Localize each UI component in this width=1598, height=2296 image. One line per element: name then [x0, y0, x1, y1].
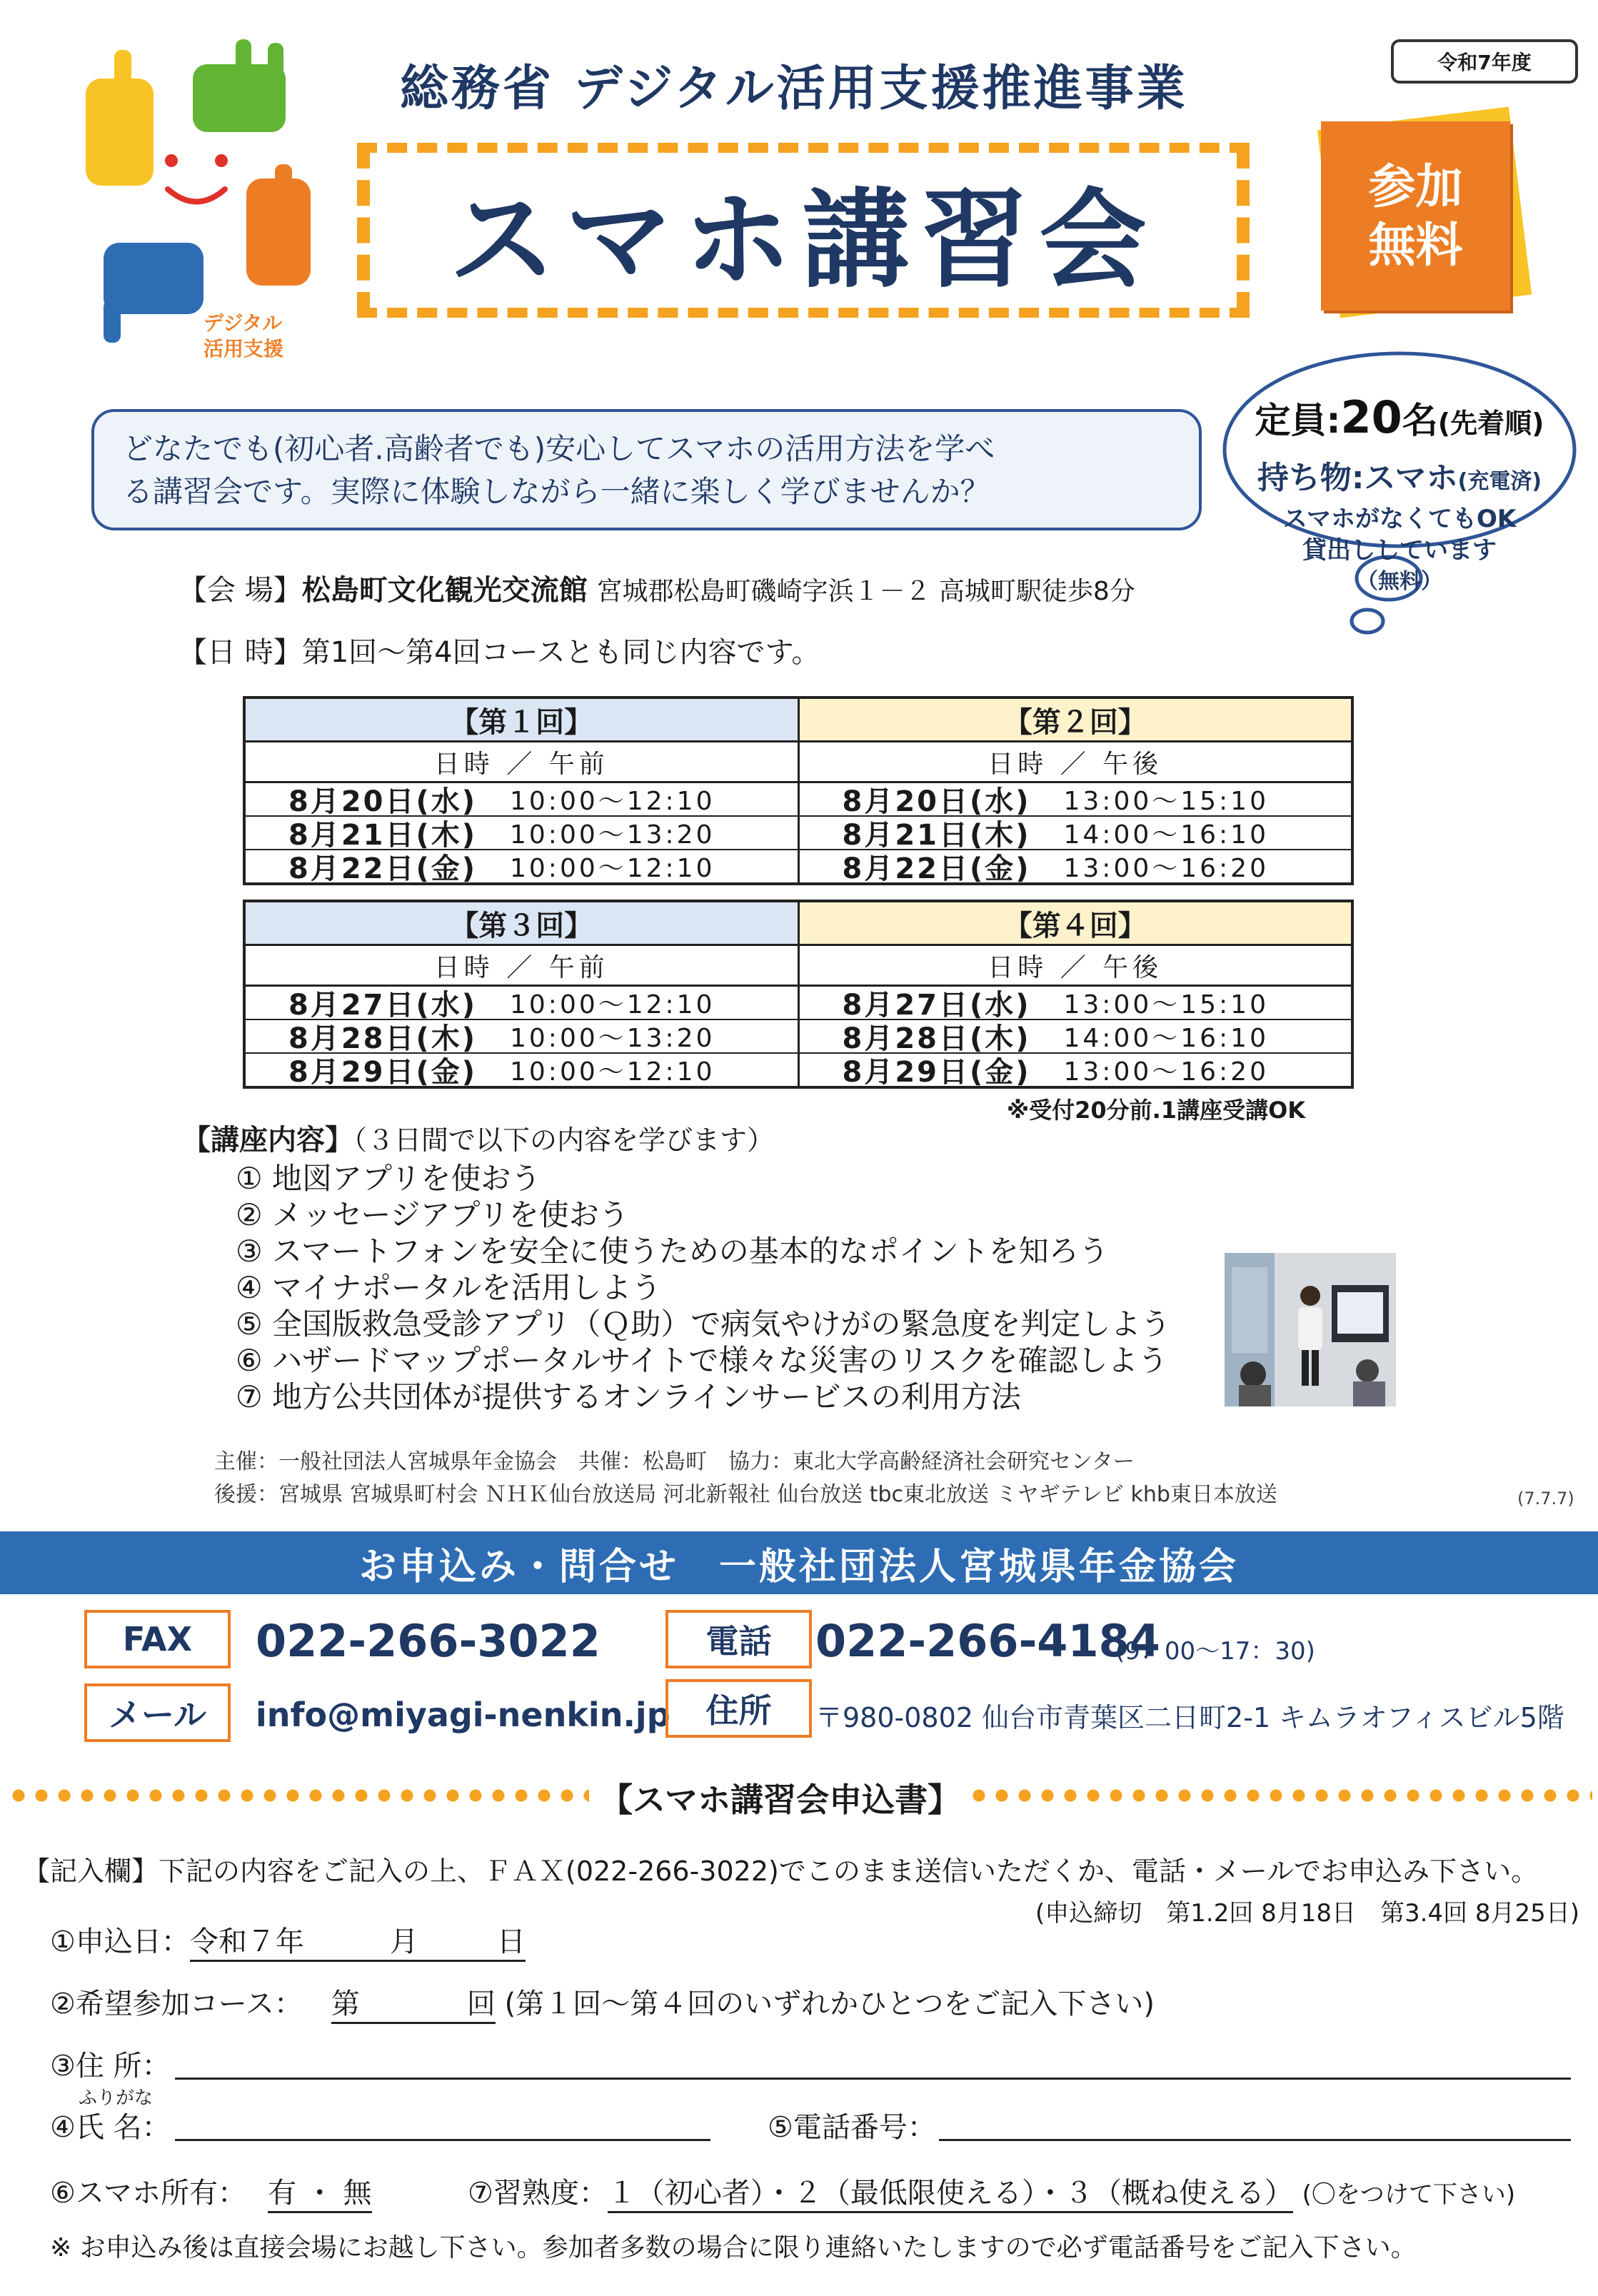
list-item: ⑥ ハザードマップポータルサイトで様々な災害のリスクを確認しよう [236, 1343, 1168, 1378]
field-label: ③住 所： [50, 2050, 171, 2083]
course-subtitle: 日時 ／ 午後 [800, 946, 1352, 987]
datetime-label: 【日 時】 [179, 636, 302, 669]
schedule-date: 8月27日(水) [842, 989, 1031, 1022]
revision-code: (7.7.7) [1517, 1489, 1574, 1509]
skill-note: (〇をつけて下さい) [1302, 2180, 1516, 2209]
rental-note: （無料） [1357, 569, 1442, 594]
schedule-table [243, 696, 1354, 885]
list-item: ⑤ 全国版救急受診アプリ（Ｑ助）で病気やけがの緊急度を判定しよう [236, 1306, 1171, 1341]
rental-note: スマホがなくてもOK [1282, 505, 1517, 533]
schedule-date: 8月28日(木) [288, 1022, 478, 1055]
dotted-separator [968, 1787, 1592, 1804]
venue-name: 松島町文化観光交流館 [301, 574, 588, 607]
list-item: ① 地図アプリを使おう [236, 1161, 541, 1196]
schedule-column [246, 902, 800, 1089]
schedule-row [800, 817, 1352, 850]
schedule-date: 8月21日(木) [842, 819, 1031, 852]
organization-title: 総務省 デジタル活用支援推進事業 [400, 61, 1188, 117]
digital-support-logo [86, 36, 314, 364]
rental-note: 貸出ししています [1302, 536, 1497, 565]
schedule-time: 13:00～16:20 [1063, 1057, 1269, 1087]
schedule-column [246, 699, 800, 885]
schedule-time: 14:00～16:10 [1063, 1024, 1269, 1053]
list-item: ② メッセージアプリを使おう [236, 1197, 629, 1232]
page-title: スマホ講習会 [448, 178, 1158, 303]
free-badge-line: 参加 [1368, 158, 1463, 214]
address-label: 住所 [665, 1679, 812, 1738]
datetime-text: 第1回～第4回コースとも同じ内容です。 [301, 636, 820, 669]
schedule-time: 10:00～12:10 [510, 854, 715, 883]
course-suffix: 回 [466, 1988, 496, 2020]
course-title: 【第３回】 [246, 902, 798, 946]
schedule-row [246, 817, 798, 850]
schedule-row [800, 1054, 1352, 1089]
tel-hours: (9：00～17：30) [1115, 1637, 1315, 1666]
schedule-time: 10:00～12:10 [510, 1057, 715, 1087]
application-date-field[interactable] [190, 1919, 526, 1962]
contents-title: 【講座内容】 [182, 1124, 353, 1157]
application-date-row [50, 1919, 526, 1962]
credit-line: 主催：一般社団法人宮城県年金協会 共催：松島町 協力：東北大学高齢経済社会研究センター [214, 1449, 1135, 1474]
field-label: ④氏 名： [50, 2111, 171, 2144]
credit-line: 後援：宮城県 宮城県町村会 ＮＨＫ仙台放送局 河北新報社 仙台放送 tbc東北放送 ミヤギテレビ khb東日本放送 [214, 1482, 1277, 1507]
field-label: ⑦習熟度： [468, 2177, 608, 2210]
bring-label: 持ち物:スマホ [1257, 460, 1458, 496]
schedule-date: 8月29日(金) [842, 1056, 1031, 1089]
contact-bar: お申込み・問合せ 一般社団法人宮城県年金協会 [0, 1531, 1598, 1594]
schedule-date: 8月20日(水) [842, 785, 1031, 818]
schedule-date: 8月22日(金) [288, 852, 478, 885]
intro-box [91, 409, 1202, 530]
form-notice: ※ お申込み後は直接会場にお越し下さい。参加者多数の場合に限り連絡いたしますので必ず電話番号をご記入下さい。 [50, 2233, 1417, 2262]
intro-line: る講習会です。実際に体験しながら一緒に楽しく学びませんか？ [123, 474, 990, 509]
phone-field[interactable] [939, 2132, 1571, 2141]
schedule-date: 8月21日(木) [288, 819, 478, 852]
course-row [50, 1981, 1155, 2024]
course-field[interactable] [331, 1981, 496, 2024]
capacity-label: 定員: [1255, 400, 1341, 441]
field-label: ②希望参加コース： [50, 1988, 303, 2020]
schedule-row [246, 1054, 798, 1089]
form-title: 【スマホ講習会申込書】 [600, 1781, 961, 1819]
phone-row [768, 2105, 936, 2145]
course-subtitle: 日時 ／ 午前 [246, 742, 798, 783]
schedule-row [800, 1020, 1352, 1054]
fax-label: FAX [84, 1610, 231, 1668]
capacity-info [1228, 391, 1571, 598]
tel-number: 022-266-4184 [815, 1615, 1160, 1667]
venue-label: 【会 場】 [179, 574, 302, 607]
contents-note: （３日間で以下の内容を学びます） [353, 1124, 775, 1156]
logo-text: デジタル [203, 311, 283, 335]
ownership-row [50, 2170, 372, 2213]
classroom-photo-icon [1225, 1253, 1396, 1406]
schedule-row [800, 987, 1352, 1020]
bring-items [1228, 452, 1571, 498]
schedule-row [800, 783, 1352, 817]
schedule-time: 14:00～16:10 [1063, 820, 1269, 850]
course-title: 【第２回】 [800, 699, 1352, 742]
capacity-note: (先着順) [1437, 408, 1544, 439]
furigana-label: ふりがな [79, 2088, 154, 2109]
course-subtitle: 日時 ／ 午前 [246, 946, 798, 987]
schedule-time: 13:00～15:10 [1063, 990, 1269, 1019]
course-title: 【第４回】 [800, 902, 1352, 946]
field-label: ①申込日： [50, 1925, 190, 1958]
ownership-options[interactable]: 有 ・ 無 [268, 2170, 371, 2213]
schedule-time: 13:00～16:20 [1063, 854, 1269, 883]
skill-row [468, 2170, 1515, 2213]
schedule-date: 8月22日(金) [842, 852, 1031, 885]
schedule-date: 8月20日(水) [288, 785, 478, 818]
schedule-time: 10:00～12:10 [510, 787, 715, 816]
capacity-unit: 名 [1402, 400, 1438, 441]
schedule-row [246, 783, 798, 817]
date-day: 日 [496, 1925, 526, 1958]
datetime [179, 630, 820, 670]
form-instruction: 【記入欄】下記の内容をご記入の上、ＦＡＸ(022-266-3022)でこのまま送信いただくか、電話・メールでお申込み下さい。 [23, 1856, 1539, 1887]
schedule-note: ※受付20分前.1講座受講OK [1007, 1097, 1306, 1124]
schedule-time: 10:00～13:20 [510, 820, 715, 850]
bring-note: (充電済) [1457, 469, 1542, 494]
schedule-table [243, 900, 1354, 1089]
course-subtitle: 日時 ／ 午後 [800, 742, 1352, 783]
skill-options[interactable]: １（初心者）・２（最低限使える）・３（概ね使える） [608, 2170, 1293, 2213]
form-deadline: (申込締切 第1.2回 8月18日 第3.4回 8月25日) [1035, 1899, 1580, 1928]
venue [179, 568, 1135, 608]
capacity-number: 20 [1340, 391, 1402, 443]
schedule-column [800, 902, 1352, 1089]
name-row [50, 2105, 171, 2145]
field-label: ⑥スマホ所有： [50, 2177, 247, 2210]
schedule-date: 8月28日(木) [842, 1022, 1031, 1055]
logo-text: 活用支援 [203, 337, 284, 361]
capacity [1228, 391, 1571, 443]
address-field[interactable] [175, 2070, 1571, 2080]
mail-label: メール [84, 1683, 231, 1742]
contents-list [236, 1160, 1170, 1415]
email-link[interactable]: info@miyagi-nenkin.jp [256, 1696, 670, 1734]
schedule-date: 8月29日(金) [288, 1056, 478, 1089]
list-item: ③ スマートフォンを安全に使うための基本的なポイントを知ろう [236, 1234, 1109, 1269]
schedule-row [246, 1020, 798, 1054]
schedule-row [246, 987, 798, 1020]
schedule-row [246, 850, 798, 885]
schedule-time: 10:00～13:20 [510, 1024, 715, 1053]
schedule-row [800, 850, 1352, 885]
course-prefix: 第 [331, 1988, 360, 2020]
free-badge [1321, 121, 1510, 311]
year-badge: 令和7年度 [1391, 39, 1578, 84]
fax-number: 022-266-3022 [256, 1615, 600, 1667]
course-title: 【第１回】 [246, 699, 798, 742]
list-item: ④ マイナポータルを活用しよう [236, 1270, 662, 1305]
title-frame [357, 143, 1250, 318]
date-month: 月 [389, 1925, 418, 1958]
name-field[interactable] [175, 2132, 710, 2141]
contents-heading [182, 1117, 774, 1158]
schedule-time: 13:00～15:10 [1063, 787, 1269, 816]
free-badge-line: 無料 [1368, 217, 1463, 273]
office-address: 〒980-0802 仙台市青葉区二日町2-1 キムラオフィスビル5階 [815, 1702, 1564, 1733]
schedule-time: 10:00～12:10 [510, 990, 715, 1019]
date-year: 令和７年 [189, 1925, 304, 1958]
address-row [50, 2043, 171, 2084]
schedule-date: 8月27日(水) [288, 989, 478, 1022]
tel-label: 電話 [665, 1610, 812, 1668]
dotted-separator [7, 1787, 589, 1804]
schedule-column [800, 699, 1352, 885]
intro-line: どなたでも(初心者.高齢者でも)安心してスマホの活用方法を学べ [123, 431, 995, 466]
venue-address: 宮城郡松島町磯崎字浜１－２ 高城町駅徒歩8分 [596, 577, 1135, 606]
list-item: ⑦ 地方公共団体が提供するオンラインサービスの利用方法 [236, 1379, 1021, 1414]
course-note: (第１回～第４回のいずれかひとつをご記入下さい) [504, 1988, 1155, 2020]
class-photo [1225, 1253, 1396, 1406]
credits [214, 1446, 1277, 1511]
field-label: ⑤電話番号： [768, 2111, 936, 2144]
